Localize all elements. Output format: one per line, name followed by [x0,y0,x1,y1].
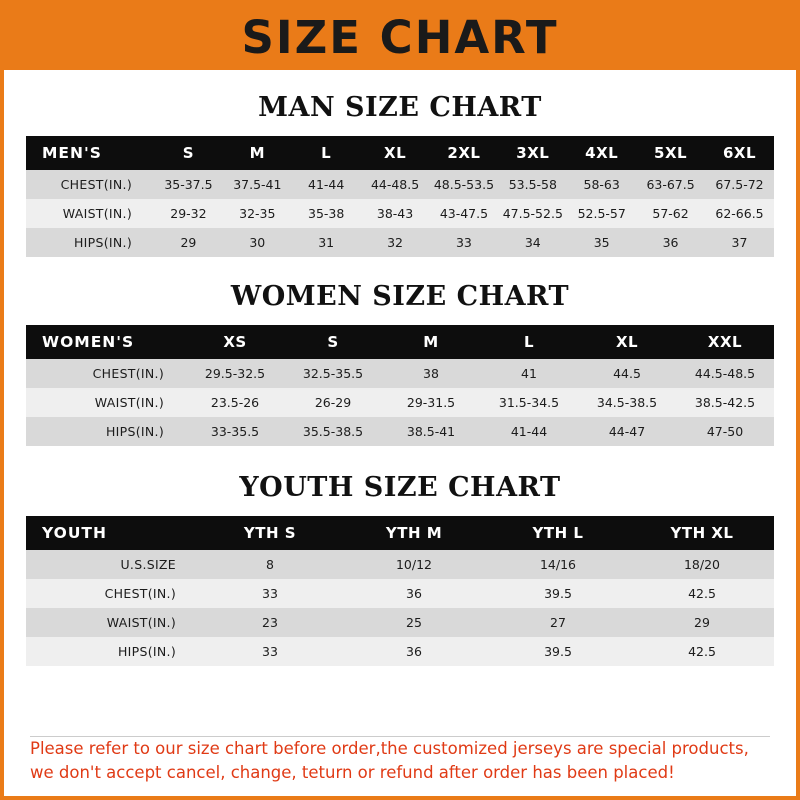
table-cell: 36 [342,579,486,608]
table-cell: 41-44 [292,170,361,199]
table-header-row [26,516,774,550]
table-cell: 44-48.5 [361,170,430,199]
banner [4,4,796,70]
column-header: XL [578,325,676,359]
column-header: XL [361,136,430,170]
table-row [26,637,774,666]
section-title-man: MAN SIZE CHART [258,92,542,123]
content [4,92,796,666]
row-label: CHEST(IN.) [26,579,198,608]
table-cell: 41 [480,359,578,388]
row-label: HIPS(IN.) [26,228,154,257]
table-cell: 57-62 [636,199,705,228]
table-cell: 35 [567,228,636,257]
table-cell: 36 [636,228,705,257]
table-cell: 67.5-72 [705,170,774,199]
table-cell: 48.5-53.5 [430,170,499,199]
footer-note [4,722,796,787]
table-cell: 32-35 [223,199,292,228]
table-cell: 29-32 [154,199,223,228]
table-cell: 41-44 [480,417,578,446]
column-header: 3XL [498,136,567,170]
row-label: WAIST(IN.) [26,199,154,228]
table-cell: 47-50 [676,417,774,446]
table-cell: 10/12 [342,550,486,579]
table-cell: 31.5-34.5 [480,388,578,417]
table-cell: 8 [198,550,342,579]
table-cell: 38 [382,359,480,388]
table-cell: 32.5-35.5 [284,359,382,388]
table-cell: 34 [498,228,567,257]
table-cell: 35.5-38.5 [284,417,382,446]
column-header: MEN'S [26,136,154,170]
row-label: WAIST(IN.) [26,608,198,637]
table-row [26,199,774,228]
column-header: S [284,325,382,359]
table-cell: 38-43 [361,199,430,228]
table-cell: 34.5-38.5 [578,388,676,417]
table-row [26,579,774,608]
table-row [26,388,774,417]
table-cell: 29 [630,608,774,637]
table-cell: 42.5 [630,637,774,666]
row-label: CHEST(IN.) [26,170,154,199]
column-header: XS [186,325,284,359]
table-youth-size [26,516,774,666]
table-cell: 44-47 [578,417,676,446]
table-row [26,228,774,257]
column-header: WOMEN'S [26,325,186,359]
row-label: WAIST(IN.) [26,388,186,417]
table-cell: 33-35.5 [186,417,284,446]
table-cell: 58-63 [567,170,636,199]
table-cell: 23.5-26 [186,388,284,417]
table-cell: 29 [154,228,223,257]
table-cell: 42.5 [630,579,774,608]
table-cell: 23 [198,608,342,637]
table-cell: 39.5 [486,637,630,666]
table-row [26,359,774,388]
row-label: HIPS(IN.) [26,417,186,446]
column-header: XXL [676,325,774,359]
section-title-women: WOMEN SIZE CHART [230,281,570,312]
table-cell: 26-29 [284,388,382,417]
section-title-youth: YOUTH SIZE CHART [239,472,561,503]
table-header-row [26,325,774,359]
table-cell: 27 [486,608,630,637]
table-cell: 29-31.5 [382,388,480,417]
table-cell: 37.5-41 [223,170,292,199]
column-header: YTH M [342,516,486,550]
table-cell: 31 [292,228,361,257]
column-header: L [292,136,361,170]
table-cell: 47.5-52.5 [498,199,567,228]
table-cell: 35-37.5 [154,170,223,199]
table-header-row [26,136,774,170]
table-row [26,608,774,637]
table-men-size [26,136,774,257]
table-row [26,417,774,446]
table-cell: 33 [198,579,342,608]
table-cell: 39.5 [486,579,630,608]
table-cell: 25 [342,608,486,637]
table-cell: 36 [342,637,486,666]
table-row [26,170,774,199]
footer-line-1: Please refer to our size chart before order,the customized jerseys are special products, [30,738,749,758]
column-header: 6XL [705,136,774,170]
page-title: SIZE CHART [241,10,559,64]
table-cell: 35-38 [292,199,361,228]
table-cell: 44.5-48.5 [676,359,774,388]
table-cell: 38.5-42.5 [676,388,774,417]
footer-line-2: we don't accept cancel, change, teturn or refund after order has been placed! [30,763,675,783]
row-label: U.S.SIZE [26,550,198,579]
table-cell: 43-47.5 [430,199,499,228]
row-label: CHEST(IN.) [26,359,186,388]
table-cell: 63-67.5 [636,170,705,199]
column-header: S [154,136,223,170]
table-cell: 37 [705,228,774,257]
column-header: YOUTH [26,516,198,550]
table-cell: 33 [198,637,342,666]
column-header: M [382,325,480,359]
table-cell: 30 [223,228,292,257]
table-cell: 62-66.5 [705,199,774,228]
column-header: YTH L [486,516,630,550]
table-cell: 44.5 [578,359,676,388]
table-cell: 52.5-57 [567,199,636,228]
column-header: YTH S [198,516,342,550]
column-header: L [480,325,578,359]
table-cell: 29.5-32.5 [186,359,284,388]
table-row [26,550,774,579]
table-cell: 38.5-41 [382,417,480,446]
table-women-size [26,325,774,446]
table-cell: 33 [430,228,499,257]
row-label: HIPS(IN.) [26,637,198,666]
column-header: 2XL [430,136,499,170]
column-header: M [223,136,292,170]
table-cell: 32 [361,228,430,257]
table-cell: 18/20 [630,550,774,579]
column-header: 4XL [567,136,636,170]
column-header: YTH XL [630,516,774,550]
column-header: 5XL [636,136,705,170]
table-cell: 53.5-58 [498,170,567,199]
table-cell: 14/16 [486,550,630,579]
